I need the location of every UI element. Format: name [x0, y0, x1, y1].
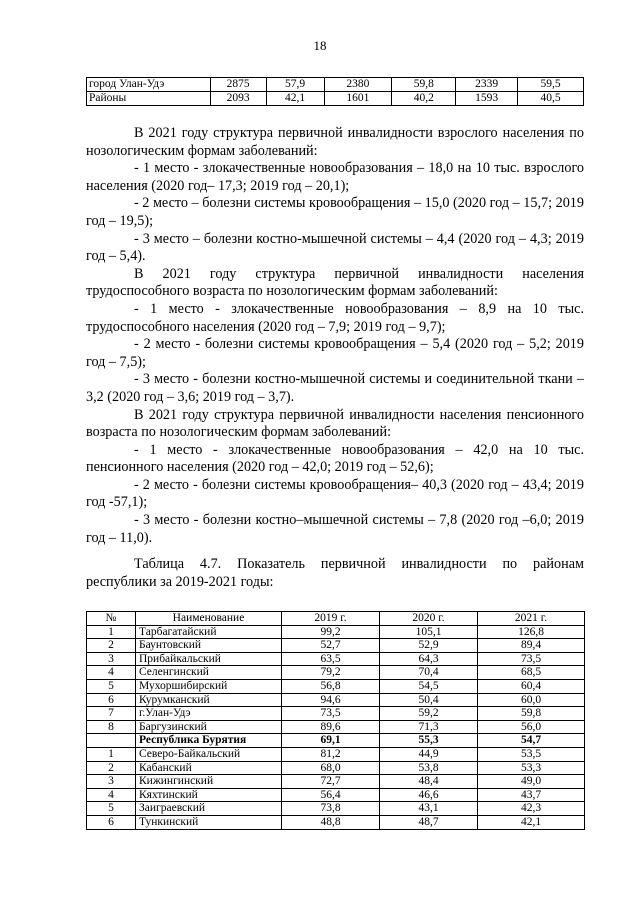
disability-table [86, 611, 585, 830]
paragraph: - 2 место - болезни системы кровообращения – 5,4 (2020 год – 5,2; 2019 год – 7,5); [86, 336, 584, 370]
value-2019: 73,5 [282, 707, 380, 721]
table-row [87, 92, 584, 106]
page-number: 18 [313, 38, 327, 53]
paragraph: В 2021 году структура первичной инвалидности взрослого населения по нозологическим формам заболеваний: [86, 125, 584, 159]
table-cell: город Улан-Удэ [87, 78, 211, 92]
table-row [87, 802, 585, 816]
district-name: Северо-Байкальский [136, 747, 282, 761]
district-name: Прибайкальский [136, 652, 282, 666]
table-cell: 2093 [210, 92, 266, 106]
value-2020: 105,1 [380, 625, 478, 639]
district-name: Тункинский [136, 815, 282, 829]
row-number: 5 [87, 802, 136, 816]
table-row [87, 707, 585, 721]
row-number: 2 [87, 761, 136, 775]
district-name: Селенгинский [136, 666, 282, 680]
table-cell: 2339 [456, 78, 518, 92]
value-2019: 72,7 [282, 775, 380, 789]
paragraph: - 1 место - злокачественные новообразования – 42,0 на 10 тыс. пенсионного населения (2020 год – 42,0; 2019 год – 52,6); [86, 441, 584, 476]
value-2021: 53,3 [478, 761, 585, 775]
table-cell: 42,1 [266, 92, 324, 106]
column-header: Наименование [136, 612, 282, 626]
district-name: Тарбагатайский [136, 625, 282, 639]
table-cell: Районы [87, 92, 211, 106]
district-name: Мухоршибирский [136, 679, 282, 693]
value-2020: 71,3 [380, 720, 478, 734]
value-2020: 59,2 [380, 707, 478, 721]
row-number: 1 [87, 625, 136, 639]
column-header: № [87, 612, 136, 626]
value-2021: 56,0 [478, 720, 585, 734]
value-2021: 43,7 [478, 788, 585, 802]
value-2020: 46,6 [380, 788, 478, 802]
value-2020: 55,3 [380, 734, 478, 748]
value-2021: 49,0 [478, 775, 585, 789]
value-2021: 53,5 [478, 747, 585, 761]
row-number: 3 [87, 775, 136, 789]
district-name: Республика Бурятия [136, 734, 282, 748]
table-row [87, 652, 585, 666]
value-2021: 42,1 [478, 815, 585, 829]
value-2020: 54,5 [380, 679, 478, 693]
paragraph: - 2 место - болезни системы кровообращения– 40,3 (2020 год – 43,4; 2019 год -57,1); [86, 476, 584, 511]
table-row-total [87, 734, 585, 748]
value-2020: 43,1 [380, 802, 478, 816]
value-2019: 63,5 [282, 652, 380, 666]
table-row [87, 775, 585, 789]
paragraph: В 2021 году структура первичной инвалидности населения пенсионного возраста по нозологическим формам заболеваний: [86, 406, 584, 441]
district-name: Заиграевский [136, 802, 282, 816]
value-2021: 60,4 [478, 679, 585, 693]
district-name: Кабанский [136, 761, 282, 775]
value-2019: 99,2 [282, 625, 380, 639]
caption-text: Таблица 4.7. Показатель первичной инвалидности по районам республики за 2019-2021 годы: [86, 556, 584, 590]
district-name: г.Улан-Удэ [136, 707, 282, 721]
row-number [87, 734, 136, 748]
value-2020: 64,3 [380, 652, 478, 666]
paragraph: - 3 место – болезни костно-мышечной системы – 4,4 (2020 год – 4,3; 2019 год – 5,4). [86, 230, 584, 265]
table-cell: 57,9 [266, 78, 324, 92]
value-2019: 48,8 [282, 815, 380, 829]
value-2019: 56,8 [282, 679, 380, 693]
table-row [87, 761, 585, 775]
value-2020: 52,9 [380, 639, 478, 653]
value-2019: 68,0 [282, 761, 380, 775]
value-2021: 73,5 [478, 652, 585, 666]
value-2019: 52,7 [282, 639, 380, 653]
table-cell: 1601 [324, 92, 392, 106]
value-2020: 70,4 [380, 666, 478, 680]
value-2019: 56,4 [282, 788, 380, 802]
table-cell: 2875 [210, 78, 266, 92]
table-row [87, 679, 585, 693]
value-2019: 89,6 [282, 720, 380, 734]
district-name: Курумканский [136, 693, 282, 707]
table-row [87, 720, 585, 734]
column-header: 2020 г. [380, 612, 478, 626]
table-cell: 59,8 [392, 78, 456, 92]
value-2021: 54,7 [478, 734, 585, 748]
row-number: 2 [87, 639, 136, 653]
table-cell: 40,5 [518, 92, 584, 106]
value-2019: 94,6 [282, 693, 380, 707]
value-2021: 126,8 [478, 625, 585, 639]
row-number: 8 [87, 720, 136, 734]
table-row [87, 625, 585, 639]
value-2020: 44,9 [380, 747, 478, 761]
paragraph: - 1 место - злокачественные новообразования – 18,0 на 10 тыс. взрослого населения (2020 год– 17,3; 2019 год – 20,1); [86, 160, 584, 194]
value-2021: 42,3 [478, 802, 585, 816]
table-cell: 2380 [324, 78, 392, 92]
paragraph: - 3 место - болезни костно-мышечной системы и соединительной ткани – 3,2 (2020 год – 3,6; 2019 год – 3,7). [86, 371, 584, 405]
paragraph: В 2021 году структура первичной инвалидности населения трудоспособного возраста по нозологическим формам заболеваний: [86, 265, 584, 300]
district-name: Кижингинский [136, 775, 282, 789]
table-row [87, 788, 585, 802]
row-number: 6 [87, 693, 136, 707]
table-row [87, 666, 585, 680]
row-number: 4 [87, 788, 136, 802]
paragraph: - 1 место - злокачественные новообразования – 8,9 на 10 тыс. трудоспособного населения (2020 год – 7,9; 2019 год – 9,7); [86, 300, 584, 335]
table-row [87, 693, 585, 707]
value-2019: 79,2 [282, 666, 380, 680]
table-caption [86, 556, 584, 591]
district-name: Баунтовский [136, 639, 282, 653]
body-text [86, 125, 584, 547]
district-name: Кяхтинский [136, 788, 282, 802]
value-2019: 81,2 [282, 747, 380, 761]
row-number: 4 [87, 666, 136, 680]
table-cell: 1593 [456, 92, 518, 106]
value-2019: 69,1 [282, 734, 380, 748]
table-row [87, 747, 585, 761]
paragraph: - 2 место – болезни системы кровообращения – 15,0 (2020 год – 15,7; 2019 год – 19,5); [86, 195, 584, 229]
table-cell: 59,5 [518, 78, 584, 92]
row-number: 3 [87, 652, 136, 666]
value-2020: 50,4 [380, 693, 478, 707]
column-header: 2021 г. [478, 612, 585, 626]
value-2021: 60,0 [478, 693, 585, 707]
value-2021: 68,5 [478, 666, 585, 680]
row-number: 6 [87, 815, 136, 829]
table-header-row [87, 612, 585, 626]
table-cell: 40,2 [392, 92, 456, 106]
table-row [87, 815, 585, 829]
table-row [87, 639, 585, 653]
row-number: 1 [87, 747, 136, 761]
district-name: Баргузинский [136, 720, 282, 734]
column-header: 2019 г. [282, 612, 380, 626]
value-2019: 73,8 [282, 802, 380, 816]
value-2021: 59,8 [478, 707, 585, 721]
value-2020: 48,4 [380, 775, 478, 789]
summary-table [86, 77, 584, 106]
value-2021: 89,4 [478, 639, 585, 653]
paragraph: - 3 место - болезни костно–мышечной системы – 7,8 (2020 год –6,0; 2019 год – 11,0). [86, 512, 584, 546]
row-number: 5 [87, 679, 136, 693]
value-2020: 48,7 [380, 815, 478, 829]
value-2020: 53,8 [380, 761, 478, 775]
row-number: 7 [87, 707, 136, 721]
table-row [87, 78, 584, 92]
